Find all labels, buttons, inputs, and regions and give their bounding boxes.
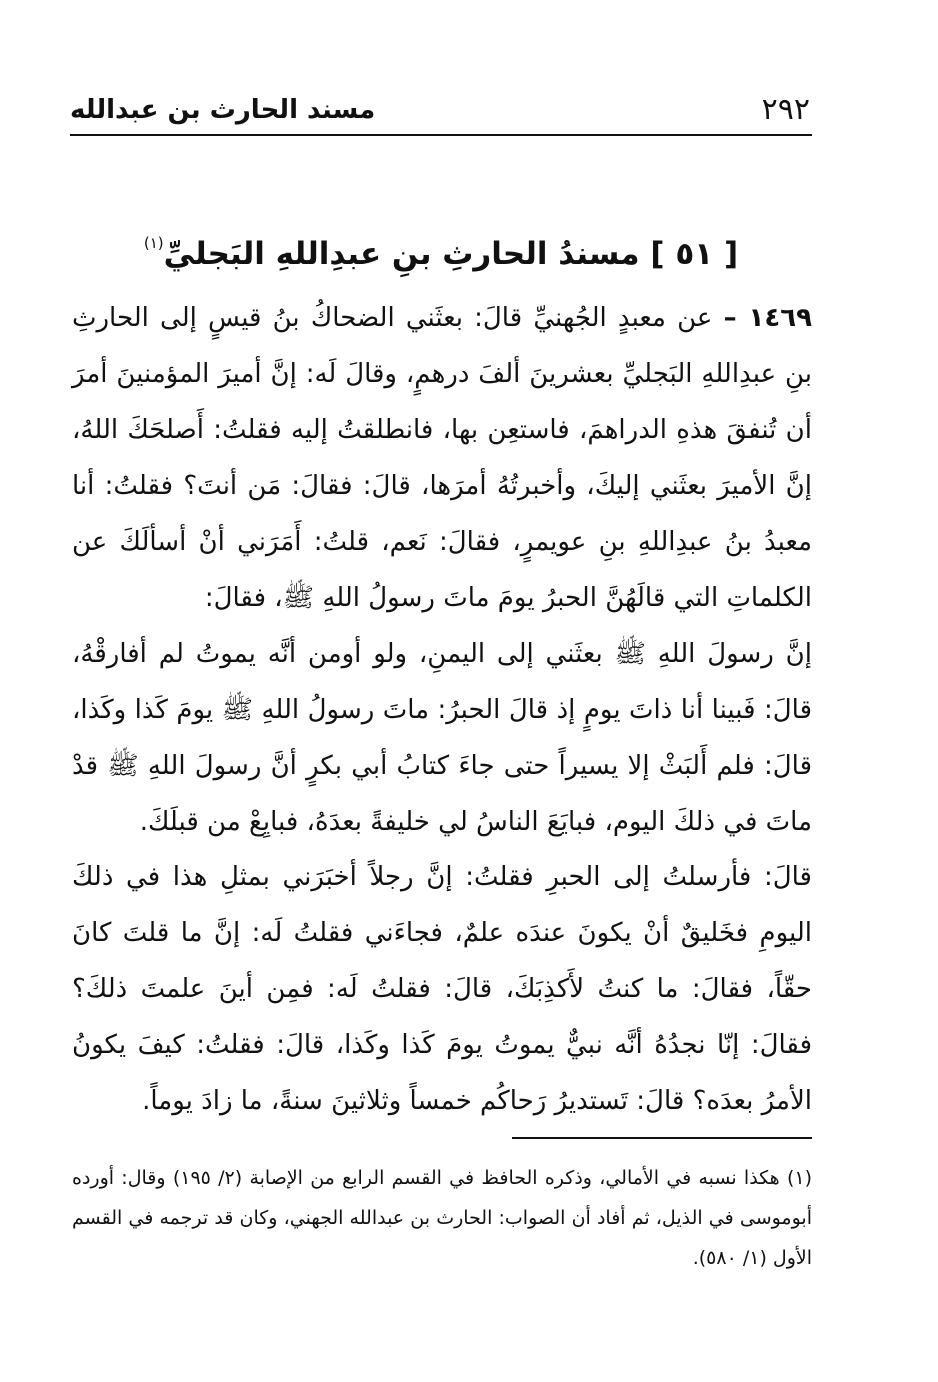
header-rule bbox=[70, 134, 812, 136]
footnote bbox=[72, 1158, 812, 1278]
footnote-marker[interactable]: (١) bbox=[143, 234, 164, 252]
paragraph-3-text: قالَ: فأرسلتُ إلى الحبرِ فقلتُ: إنَّ رجلاً أخبَرَني بمثلِ هذا في ذلكَ اليومِ فخَليقٌ أنْ يكونَ عندَه علمٌ، فجاءَني فقلتُ لَه: إنَّ ما قلتَ كانَ حقّاً، فقالَ: ما كنتُ لأَكذِبَكَ، قالَ: فقلتُ لَه: فمِن أينَ علمتَ ذلكَ؟ فقالَ: إنّا نجدُهُ أنَّه نبيٌّ يموتُ يومَ كَذا وكَذا، قالَ: فقلتُ: كيفَ يكونُ الأمرُ بعدَه؟ قالَ: تَستديرُ رَحاكُم خمساً وثلاثينَ سنةً، ما زادَ يوماً. bbox=[72, 862, 812, 1116]
section-title-text: [ ٥١ ] مسندُ الحارثِ بنِ عبدِاللهِ البَجليِّ bbox=[163, 236, 739, 272]
paragraph-2 bbox=[72, 626, 812, 850]
paragraph-1-text: عن معبدٍ الجُهنيِّ قالَ: بعثَني الضحاكُ بنُ قيسٍ إلى الحارثِ بنِ عبدِاللهِ البَجليِّ بعشرينَ ألفَ درهمٍ، وقالَ لَه: إنَّ أميرَ المؤمنينَ أمرَ أن تُنفقَ هذهِ الدراهمَ، فاستعِن بها، فانطلقتُ إليه فقلتُ: أَصلحَكَ اللهُ، إنَّ الأميرَ بعثَني إليكَ، وأخبرتُهُ أمرَها، قالَ: فقالَ: مَن أنتَ؟ فقلتُ: أنا معبدُ بنُ عبدِاللهِ بنِ عويمرٍ، فقالَ: نَعم، قلتُ: أَمَرَني أنْ أسألَكَ عن الكلماتِ التي قالَهُنَّ الحبرُ يومَ ماتَ رسولُ اللهِ ﷺ، فقالَ: bbox=[72, 303, 812, 613]
section-title bbox=[70, 218, 812, 279]
page-number: ٢٩٢ bbox=[761, 92, 810, 127]
paragraph-2-text: إنَّ رسولَ اللهِ ﷺ بعثَني إلى اليمنِ، ولو أومن أنَّه يموتُ لم أفارقْهُ، قالَ: فَبينا أنا ذاتَ يومٍ إذ قالَ الحبرُ: ماتَ رسولُ اللهِ ﷺ يومَ كَذا وكَذا، قالَ: فلم أَلبَثْ إلا يسيراً حتى جاءَ كتابُ أبي بكرٍ أنَّ رسولَ اللهِ ﷺ قدْ ماتَ في ذلكَ اليوم، فبايَعَ الناسُ لي خليفةً بعدَهُ، فبايِعْ من قبلَكَ. bbox=[72, 639, 812, 837]
footnote-rule bbox=[512, 1137, 812, 1139]
paragraph-3 bbox=[72, 849, 812, 1129]
hadith-number: ١٤٦٩ – bbox=[723, 303, 813, 333]
paragraph-1 bbox=[72, 290, 812, 626]
running-head bbox=[70, 90, 810, 130]
running-title: مسند الحارث بن عبدالله bbox=[70, 95, 376, 125]
footnote-text: (١) هكذا نسبه في الأمالي، وذكره الحافظ في القسم الرابع من الإصابة (٢/ ١٩٥) وقال: أورده أبوموسى في الذيل، ثم أفاد أن الصواب: الحارث بن عبدالله الجهني، وكان قد ترجمه في القسم الأول (١/ ٥٨٠). bbox=[72, 1167, 812, 1269]
